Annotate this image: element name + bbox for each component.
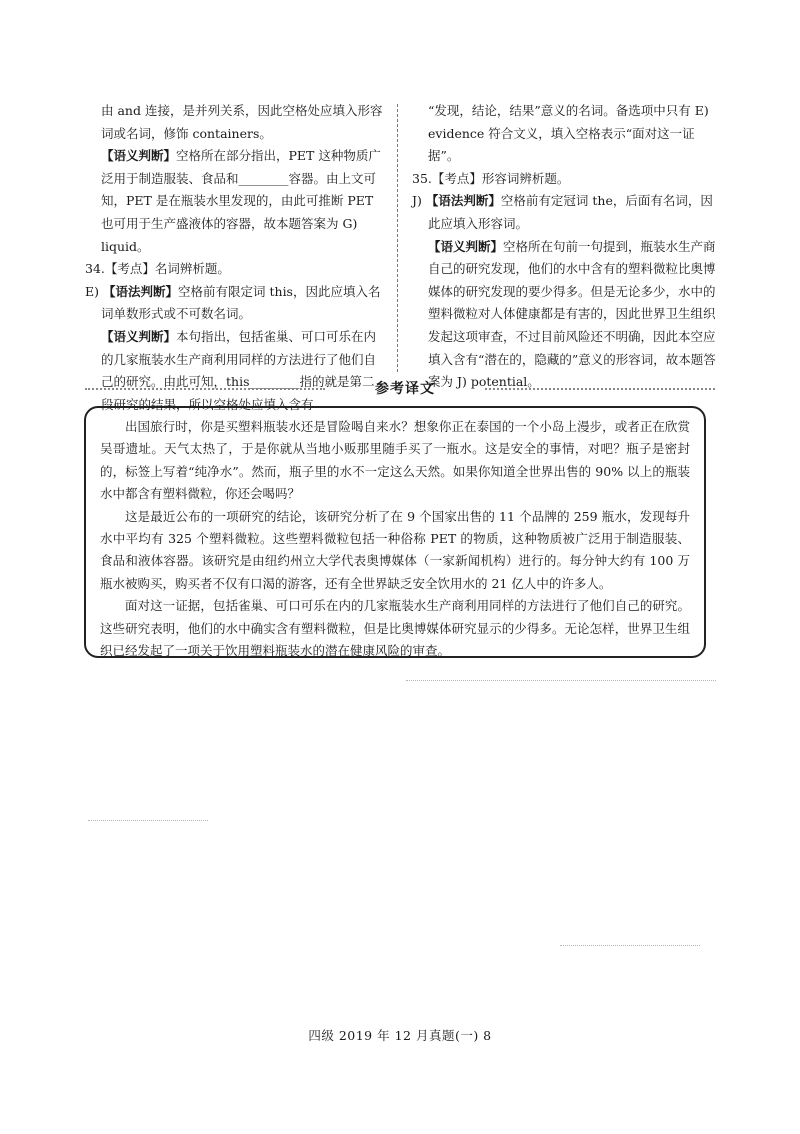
left-paragraph-4-text: 本句指出，包括雀巢、可口可乐在内的几家瓶装水生产商利用同样的方法进行了他们自己的研究。由此可知，this________指的就是第二段研究的结果，所以空格处应填入含有: [101, 328, 377, 412]
translation-paragraph-2: 这是最近公布的一项研究的结论，该研究分析了在 9 个国家出售的 11 个品牌的 259 瓶水，发现每升水中平均有 325 个塑料微粒。这些塑料微粒包括一种俗称 PET 的物质，这种物质被广泛用于制造服装、食品和液体容器。该研究是由纽约州立大学代表奥博媒体（一家新闻机构）进行的。每分钟大约有 100 万瓶水被购买，购买者不仅有口渴的游客，还有全世界缺乏安全饮用水的 21 亿人中的许多人。: [100, 508, 690, 591]
translation-paragraph-3: 面对这一证据，包括雀巢、可口可乐在内的几家瓶装水生产商利用同样的方法进行了他们自己的研究。这些研究表明，他们的水中确实含有塑料微粒，但是比奥博媒体研究显示的少得多。无论怎样，世界卫生组织已经发起了一项关于饮用塑料瓶装水的潜在健康风险的审查。: [100, 598, 690, 659]
column-divider: [397, 104, 398, 372]
translation-box: [84, 406, 706, 658]
right-paragraph-3: [412, 236, 717, 394]
question-35-heading: 35.【考点】形容词辨析题。: [412, 170, 570, 186]
section-rule-left: [85, 388, 325, 390]
left-paragraph-2: [85, 145, 385, 258]
grammar-judgment-tag: 【语法判断】: [103, 283, 179, 299]
section-rule-right: [485, 388, 715, 390]
answer-34-letter: E): [85, 283, 100, 299]
right-paragraph-3-text: 空格所在句前一句提到，瓶装水生产商自己的研究发现，他们的水中含有的塑料微粒比奥博媒体的研究发现的要少得多。但是无论多少，水中的塑料微粒对人体健康都是有害的，因此世界卫生组织发起这项审查，不过目前风险还不明确，因此本空应填入含有“潜在的，隐藏的”意义的形容词，故本题答案为 J) potential。: [428, 238, 716, 390]
semantic-judgment-tag: 【语义判断】: [101, 148, 177, 164]
page-footer: 四级 2019 年 12 月真题(一) 8: [308, 1028, 492, 1043]
section-title: 参考译文: [375, 381, 435, 397]
left-paragraph-1: 由 and 连接，是并列关系，因此空格处应填入形容词或名词，修饰 containers。: [101, 103, 383, 141]
left-paragraph-3: [85, 281, 385, 326]
right-paragraph-1: “发现，结论，结果”意义的名词。备选项中只有 E) evidence 符合文义，填入空格表示“面对这一证据”。: [428, 103, 709, 164]
translation-paragraph-1: 出国旅行时，你是买塑料瓶装水还是冒险喝自来水？想象你正在泰国的一个小岛上漫步，或者正在欣赏吴哥遗址。天气太热了，于是你就从当地小贩那里随手买了一瓶水。这是安全的事情，对吧？瓶子是密封的，标签上写着“纯净水”。然而，瓶子里的水不一定这么天然。如果你知道全世界出售的 90% 以上的瓶装水中都含有塑料微粒，你还会喝吗？: [100, 419, 690, 502]
scan-artifact-line: [88, 820, 208, 821]
semantic-judgment-tag-2: 【语义判断】: [101, 328, 177, 344]
right-paragraph-2-text: 空格前有定冠词 the，后面有名词，因此应填入形容词。: [428, 193, 713, 231]
left-paragraph-4: [85, 326, 385, 416]
left-column: [85, 100, 385, 416]
right-column: [412, 100, 717, 394]
answer-35-letter: J): [412, 193, 422, 209]
scan-artifact-line: [560, 945, 700, 946]
left-paragraph-3-text: 空格前有限定词 this，因此应填入名词单数形式或不可数名词。: [101, 283, 381, 322]
left-paragraph-2-text: 空格所在部分指出，PET 这种物质广泛用于制造服装、食品和________容器。由上文可知，PET 是在瓶装水里发现的，由此可推断 PET 也可用于生产盛液体的容器，故本题答案为 G) liquid。: [101, 148, 381, 254]
right-paragraph-2: [412, 190, 717, 235]
grammar-judgment-tag-2: 【语法判断】: [425, 193, 501, 209]
question-34-heading: 34.【考点】名词辨析题。: [85, 261, 230, 277]
section-header: [85, 380, 715, 396]
scan-artifact-line: [406, 680, 716, 681]
semantic-judgment-tag-3: 【语义判断】: [428, 238, 504, 254]
